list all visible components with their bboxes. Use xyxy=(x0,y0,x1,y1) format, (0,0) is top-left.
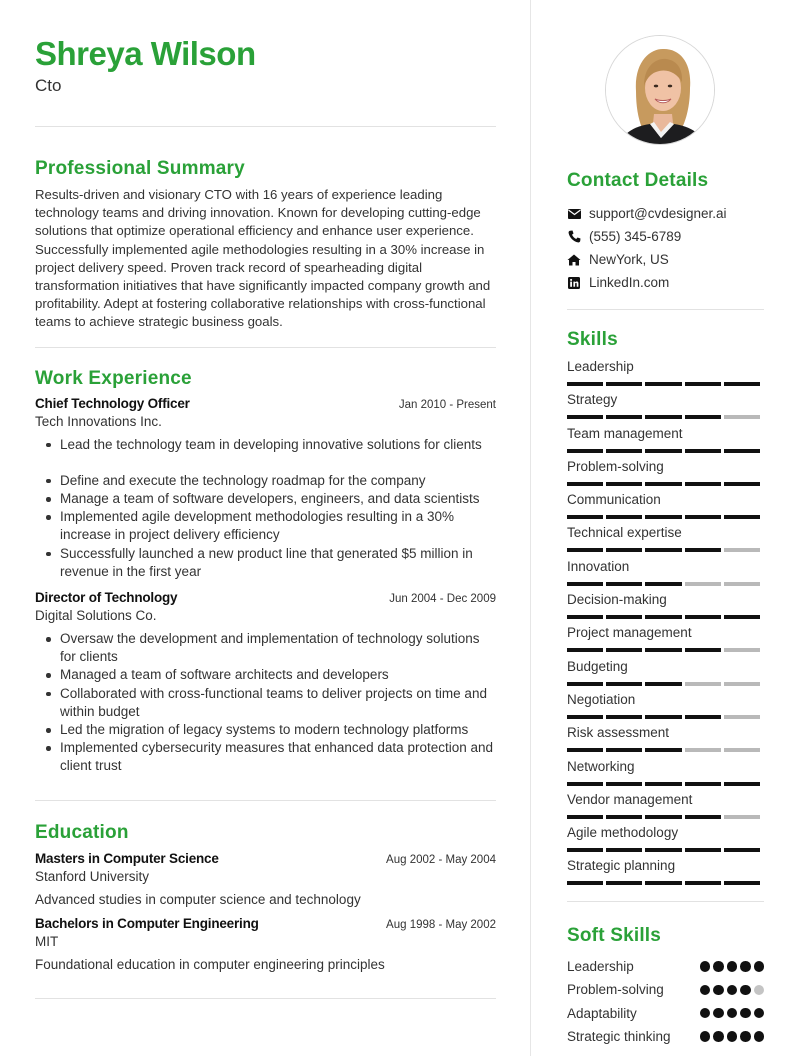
skill-level-segment xyxy=(724,682,760,686)
job-company: Digital Solutions Co. xyxy=(35,608,157,624)
skill-level-segment xyxy=(645,748,681,752)
rating-dot xyxy=(727,961,738,972)
skill-level-segment xyxy=(724,748,760,752)
skill-name: Problem-solving xyxy=(567,458,664,474)
soft-skill-rating xyxy=(700,1008,765,1019)
skill-name: Budgeting xyxy=(567,658,628,674)
bullet-item: Manage a team of software developers, engineers, and data scientists xyxy=(35,490,496,508)
rating-dot xyxy=(740,961,751,972)
skill-level-segment xyxy=(685,482,721,486)
soft-skill-name: Leadership xyxy=(567,959,634,975)
skill-level-segment xyxy=(606,582,642,586)
skill-name: Technical expertise xyxy=(567,525,682,541)
contact-divider xyxy=(567,309,764,310)
skill-level-bar xyxy=(567,582,764,586)
envelope-icon xyxy=(567,207,581,221)
main-column xyxy=(35,34,496,999)
skill-level-segment xyxy=(567,382,603,386)
skills-divider xyxy=(567,901,764,902)
soft-skill-item xyxy=(567,1002,764,1025)
skill-level-segment xyxy=(685,881,721,885)
skill-name: Project management xyxy=(567,625,692,641)
skill-name: Risk assessment xyxy=(567,725,670,741)
skill-level-segment xyxy=(685,415,721,419)
skill-level-segment xyxy=(645,582,681,586)
contact-linkedin[interactable] xyxy=(567,271,764,294)
skill-level-segment xyxy=(645,515,681,519)
contact-location-text: NewYork, US xyxy=(589,252,669,267)
job-title: Chief Technology Officer xyxy=(35,395,190,411)
candidate-name: Shreya Wilson xyxy=(35,35,256,72)
contact-section xyxy=(567,169,764,310)
contact-phone[interactable] xyxy=(567,225,764,248)
rating-dot xyxy=(727,985,738,996)
skill-level-segment xyxy=(645,548,681,552)
education-entry xyxy=(35,915,496,974)
soft-skill-rating xyxy=(700,985,765,996)
skill-item xyxy=(567,589,764,622)
contact-linkedin-text: LinkedIn.com xyxy=(589,275,670,290)
skill-level-segment xyxy=(567,782,603,786)
work-heading: Work Experience xyxy=(35,367,192,389)
skill-level-segment xyxy=(645,848,681,852)
skill-item xyxy=(567,789,764,822)
skill-name: Team management xyxy=(567,425,683,441)
rating-dot xyxy=(754,1031,765,1042)
rating-dot xyxy=(713,985,724,996)
soft-skills-section xyxy=(567,924,764,1048)
job-company: Tech Innovations Inc. xyxy=(35,413,162,429)
skill-level-segment xyxy=(724,449,760,453)
education-description: Foundational education in computer engineering principles xyxy=(35,956,385,972)
skill-level-segment xyxy=(685,382,721,386)
skill-level-segment xyxy=(567,715,603,719)
skill-level-segment xyxy=(567,682,603,686)
skill-level-segment xyxy=(606,881,642,885)
home-icon xyxy=(567,253,581,267)
skill-name: Decision-making xyxy=(567,592,667,608)
candidate-role: Cto xyxy=(35,76,62,95)
skill-level-bar xyxy=(567,881,764,885)
education-entry xyxy=(35,850,496,909)
rating-dot xyxy=(740,985,751,996)
skill-item xyxy=(567,622,764,655)
bullet-item: Oversaw the development and implementation of technology solutions for clients xyxy=(35,630,496,666)
skill-level-segment xyxy=(724,815,760,819)
bullet-item: Successfully launched a new product line that generated $5 million in revenue in the first year xyxy=(35,545,496,581)
rating-dot xyxy=(740,1008,751,1019)
skill-item xyxy=(567,556,764,589)
bullet-item: Implemented cybersecurity measures that enhanced data protection and client trust xyxy=(35,739,496,775)
job-entry xyxy=(35,589,496,776)
skill-level-bar xyxy=(567,715,764,719)
skill-level-segment xyxy=(567,648,603,652)
skill-level-segment xyxy=(724,515,760,519)
skill-level-segment xyxy=(567,415,603,419)
education-description: Advanced studies in computer science and technology xyxy=(35,891,361,907)
skill-level-segment xyxy=(645,682,681,686)
skill-level-segment xyxy=(606,515,642,519)
skill-item xyxy=(567,356,764,389)
skill-item xyxy=(567,756,764,789)
skill-level-segment xyxy=(685,582,721,586)
contact-location xyxy=(567,248,764,271)
soft-skill-name: Problem-solving xyxy=(567,982,664,998)
education-heading: Education xyxy=(35,821,129,843)
skill-level-segment xyxy=(606,715,642,719)
rating-dot xyxy=(727,1008,738,1019)
skill-level-segment xyxy=(685,715,721,719)
skill-name: Leadership xyxy=(567,359,634,374)
skill-level-segment xyxy=(606,648,642,652)
rating-dot xyxy=(754,1008,765,1019)
skill-level-segment xyxy=(606,815,642,819)
skill-level-segment xyxy=(724,881,760,885)
skills-section xyxy=(567,328,764,902)
skill-level-segment xyxy=(567,881,603,885)
skill-level-segment xyxy=(645,382,681,386)
skill-level-segment xyxy=(645,782,681,786)
rating-dot xyxy=(713,1031,724,1042)
skill-level-segment xyxy=(606,615,642,619)
header-divider xyxy=(35,126,496,127)
rating-dot xyxy=(700,961,711,972)
skill-level-bar xyxy=(567,415,764,419)
rating-dot xyxy=(700,1031,711,1042)
skill-level-segment xyxy=(606,449,642,453)
skill-level-bar xyxy=(567,648,764,652)
rating-dot xyxy=(754,985,765,996)
job-date: Jan 2010 - Present xyxy=(398,398,496,411)
skill-level-segment xyxy=(724,582,760,586)
skill-level-bar xyxy=(567,515,764,519)
skill-level-segment xyxy=(724,782,760,786)
skills-list xyxy=(567,356,764,889)
skill-level-segment xyxy=(645,648,681,652)
skill-level-segment xyxy=(606,415,642,419)
skill-level-segment xyxy=(645,715,681,719)
education-divider xyxy=(35,998,496,999)
skill-level-segment xyxy=(645,415,681,419)
bullet-item: Led the migration of legacy systems to modern technology platforms xyxy=(35,721,496,739)
skill-level-segment xyxy=(724,382,760,386)
skills-heading: Skills xyxy=(567,329,618,350)
school-name: MIT xyxy=(35,933,59,949)
skill-level-segment xyxy=(606,482,642,486)
soft-skill-item xyxy=(567,955,764,978)
skill-item xyxy=(567,656,764,689)
degree-title: Bachelors in Computer Engineering xyxy=(35,915,259,931)
column-divider xyxy=(530,0,531,1056)
phone-icon xyxy=(567,230,581,244)
skill-item xyxy=(567,855,764,888)
education-date: Aug 1998 - May 2002 xyxy=(386,918,496,931)
skill-level-segment xyxy=(685,648,721,652)
skill-level-segment xyxy=(645,449,681,453)
skill-level-segment xyxy=(724,415,760,419)
skill-level-bar xyxy=(567,482,764,486)
skill-level-segment xyxy=(685,449,721,453)
soft-skill-name: Strategic thinking xyxy=(567,1029,671,1045)
soft-skill-item xyxy=(567,978,764,1001)
rating-dot xyxy=(754,961,765,972)
job-entry xyxy=(35,395,496,581)
contact-email-text: support@cvdesigner.ai xyxy=(589,206,727,221)
skill-level-bar xyxy=(567,782,764,786)
skill-item xyxy=(567,522,764,555)
skill-level-bar xyxy=(567,848,764,852)
skill-level-segment xyxy=(685,815,721,819)
skill-level-segment xyxy=(685,748,721,752)
skill-item xyxy=(567,423,764,456)
skill-level-segment xyxy=(685,682,721,686)
skill-level-segment xyxy=(724,648,760,652)
job-title: Director of Technology xyxy=(35,590,178,606)
rating-dot xyxy=(713,961,724,972)
skill-level-segment xyxy=(567,815,603,819)
contact-phone-text: (555) 345-6789 xyxy=(589,229,682,244)
skill-level-segment xyxy=(567,848,603,852)
contact-email[interactable] xyxy=(567,202,764,225)
skill-item xyxy=(567,822,764,855)
job-date: Jun 2004 - Dec 2009 xyxy=(389,593,496,606)
bullet-item: Lead the technology team in developing innovative solutions for clients xyxy=(35,436,496,454)
skill-level-segment xyxy=(724,548,760,552)
summary-text: Results-driven and visionary CTO with 16 years of experience leading technology teams and driving innovation. Known for developing cutting-edge solutions that optimize operational efficiency and enhance user experience. Successfully implemented agile methodologies resulting in a 30% increase in project delivery speed. Proven track record of spearheading digital transformation initiatives that have significantly impacted company growth and profitability. Adept at fostering collaborative relationships with cross-functional teams to achieve strategic business goals. xyxy=(35,187,491,330)
skill-name: Networking xyxy=(567,758,635,774)
skill-level-segment xyxy=(567,582,603,586)
skill-item xyxy=(567,689,764,722)
skill-level-segment xyxy=(567,615,603,619)
skill-level-segment xyxy=(685,615,721,619)
skill-item xyxy=(567,389,764,422)
rating-dot xyxy=(727,1031,738,1042)
soft-skills-list xyxy=(567,955,764,1048)
skill-level-segment xyxy=(606,682,642,686)
skill-item xyxy=(567,722,764,755)
contact-heading: Contact Details xyxy=(567,170,709,191)
skill-level-bar xyxy=(567,815,764,819)
rating-dot xyxy=(700,1008,711,1019)
skill-level-segment xyxy=(685,848,721,852)
skill-level-segment xyxy=(645,482,681,486)
skill-level-segment xyxy=(645,615,681,619)
job-bullets xyxy=(35,630,496,776)
degree-title: Masters in Computer Science xyxy=(35,850,219,866)
skill-level-segment xyxy=(685,782,721,786)
job-bullets xyxy=(35,436,496,581)
bullet-item: Define and execute the technology roadmap for the company xyxy=(35,472,496,490)
soft-skill-rating xyxy=(700,961,765,972)
skill-name: Negotiation xyxy=(567,691,636,707)
skill-level-segment xyxy=(685,548,721,552)
education-date: Aug 2002 - May 2004 xyxy=(386,853,496,866)
skill-level-bar xyxy=(567,748,764,752)
school-name: Stanford University xyxy=(35,868,150,884)
summary-divider xyxy=(35,347,496,348)
skill-level-segment xyxy=(606,748,642,752)
soft-skill-name: Adaptability xyxy=(567,1005,637,1021)
skill-name: Innovation xyxy=(567,558,630,574)
skill-level-segment xyxy=(724,715,760,719)
skill-level-segment xyxy=(606,848,642,852)
bullet-item: Collaborated with cross-functional teams to deliver projects on time and within budget xyxy=(35,685,496,721)
work-divider xyxy=(35,800,496,801)
skill-level-bar xyxy=(567,682,764,686)
skill-level-segment xyxy=(685,515,721,519)
skill-name: Communication xyxy=(567,492,661,508)
soft-skill-item xyxy=(567,1025,764,1048)
linkedin-icon xyxy=(567,276,581,290)
skill-level-segment xyxy=(567,515,603,519)
skill-level-segment xyxy=(724,615,760,619)
skill-level-segment xyxy=(645,815,681,819)
skill-level-bar xyxy=(567,615,764,619)
skill-level-bar xyxy=(567,382,764,386)
skill-name: Strategic planning xyxy=(567,858,676,874)
skill-name: Agile methodology xyxy=(567,825,679,841)
skill-level-bar xyxy=(567,449,764,453)
skill-level-segment xyxy=(567,548,603,552)
skill-level-segment xyxy=(724,848,760,852)
soft-skill-rating xyxy=(700,1031,765,1042)
rating-dot xyxy=(713,1008,724,1019)
skill-level-segment xyxy=(567,449,603,453)
summary-heading: Professional Summary xyxy=(35,158,245,179)
bullet-item: Implemented agile development methodologies resulting in a 30% increase in project delivery efficiency xyxy=(35,508,496,544)
profile-photo-illustration xyxy=(606,36,715,145)
skill-level-segment xyxy=(606,548,642,552)
skill-level-segment xyxy=(567,482,603,486)
rating-dot xyxy=(700,985,711,996)
skill-item xyxy=(567,489,764,522)
soft-skills-heading: Soft Skills xyxy=(567,925,662,946)
skill-level-bar xyxy=(567,548,764,552)
rating-dot xyxy=(740,1031,751,1042)
skill-level-segment xyxy=(724,482,760,486)
bullet-item: Managed a team of software architects and developers xyxy=(35,666,496,684)
skill-name: Strategy xyxy=(567,392,618,408)
skill-level-segment xyxy=(567,748,603,752)
skill-name: Vendor management xyxy=(567,791,693,807)
profile-photo xyxy=(605,35,715,145)
skill-level-segment xyxy=(606,382,642,386)
skill-item xyxy=(567,456,764,489)
skill-level-segment xyxy=(606,782,642,786)
skill-level-segment xyxy=(645,881,681,885)
